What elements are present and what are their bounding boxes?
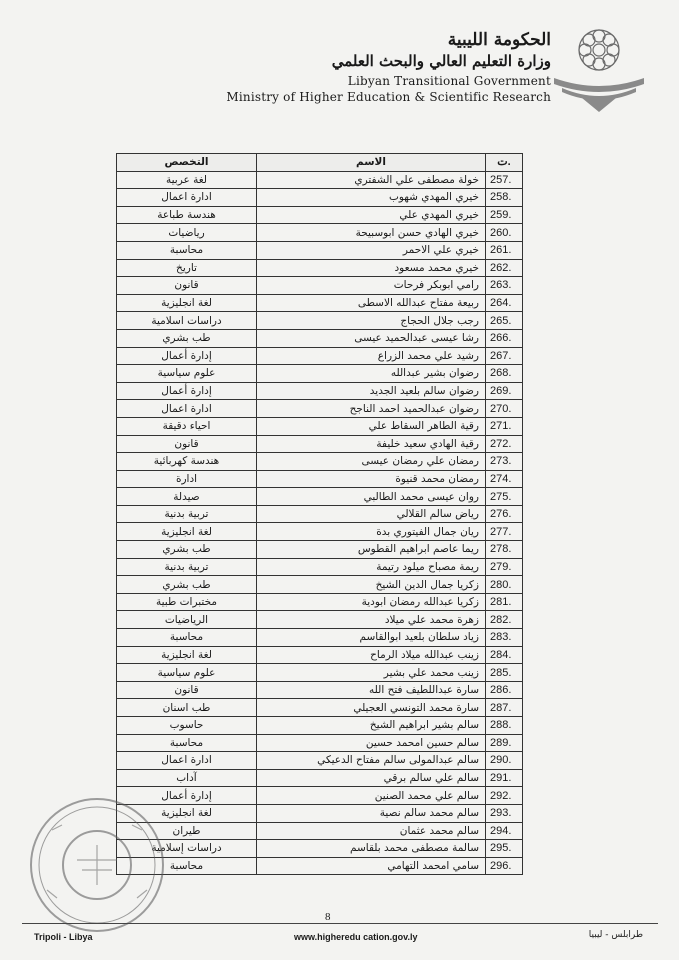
specialty-cell: ادارة اعمال xyxy=(117,189,257,207)
number-cell: 269. xyxy=(486,382,523,400)
specialty-cell: إدارة أعمال xyxy=(117,382,257,400)
name-cell: رقية الطاهر السقاط علي xyxy=(257,417,486,435)
table-row xyxy=(117,699,523,717)
number-cell: 275. xyxy=(486,488,523,506)
number-cell: 293. xyxy=(486,804,523,822)
number-cell: 296. xyxy=(486,857,523,875)
name-cell: زينب محمد علي بشير xyxy=(257,664,486,682)
number-cell: 267. xyxy=(486,347,523,365)
specialty-cell: لغة عربية xyxy=(117,171,257,189)
number-cell: 278. xyxy=(486,541,523,559)
name-cell: زياد سلطان بلعيد ابوالقاسم xyxy=(257,629,486,647)
table-row xyxy=(117,787,523,805)
number-cell: 287. xyxy=(486,699,523,717)
name-cell: رمضان علي رمضان عيسى xyxy=(257,453,486,471)
footer-city-arabic: طرابلس - ليبيا xyxy=(588,930,643,940)
number-cell: 266. xyxy=(486,329,523,347)
table-row xyxy=(117,488,523,506)
footer-city-english: Tripoli - Libya xyxy=(34,932,93,942)
number-cell: 271. xyxy=(486,417,523,435)
number-cell: 268. xyxy=(486,365,523,383)
table-row xyxy=(117,382,523,400)
name-cell: سالم علي سالم برقي xyxy=(257,769,486,787)
table-row xyxy=(117,681,523,699)
table-row xyxy=(117,593,523,611)
name-cell: رضوان عبدالحميد احمد الناجح xyxy=(257,400,486,418)
table-row xyxy=(117,822,523,840)
specialty-cell: محاسبة xyxy=(117,857,257,875)
number-cell: 286. xyxy=(486,681,523,699)
specialty-cell: قانون xyxy=(117,277,257,295)
name-cell: سامي امحمد التهامي xyxy=(257,857,486,875)
header-number: ت. xyxy=(486,154,523,172)
footer-divider xyxy=(22,923,658,924)
number-cell: 260. xyxy=(486,224,523,242)
name-cell: سالم حسين امحمد حسين xyxy=(257,734,486,752)
number-cell: 285. xyxy=(486,664,523,682)
number-cell: 292. xyxy=(486,787,523,805)
number-cell: 283. xyxy=(486,629,523,647)
table-row xyxy=(117,752,523,770)
specialty-cell: هندسة كهربائية xyxy=(117,453,257,471)
number-cell: 288. xyxy=(486,717,523,735)
table-header-row xyxy=(117,154,523,172)
name-cell: خيري محمد مسعود xyxy=(257,259,486,277)
number-cell: 282. xyxy=(486,611,523,629)
table-row xyxy=(117,664,523,682)
page-number: 8 xyxy=(325,911,331,923)
table-row xyxy=(117,294,523,312)
table-row xyxy=(117,646,523,664)
specialty-cell: علوم سياسية xyxy=(117,365,257,383)
name-cell: زكريا جمال الدين الشيخ xyxy=(257,576,486,594)
table-row xyxy=(117,523,523,541)
number-cell: 279. xyxy=(486,558,523,576)
specialty-cell: رياضيات xyxy=(117,224,257,242)
government-name-arabic: الحكومة الليبية xyxy=(447,30,551,50)
names-table xyxy=(116,153,523,875)
table-row xyxy=(117,505,523,523)
table-row xyxy=(117,224,523,242)
table-row xyxy=(117,576,523,594)
specialty-cell: ادارة xyxy=(117,470,257,488)
name-cell: زهرة محمد علي ميلاد xyxy=(257,611,486,629)
name-cell: خيري المهدي علي xyxy=(257,206,486,224)
government-name-english: Libyan Transitional Government xyxy=(347,74,551,88)
specialty-cell: صيدلة xyxy=(117,488,257,506)
specialty-cell: قانون xyxy=(117,435,257,453)
specialty-cell: طيران xyxy=(117,822,257,840)
footer-website: www.higheredu cation.gov.ly xyxy=(294,932,418,942)
number-cell: 257. xyxy=(486,171,523,189)
table-row xyxy=(117,417,523,435)
table-row xyxy=(117,804,523,822)
name-cell: ريما عاصم ابراهيم القطوس xyxy=(257,541,486,559)
specialty-cell: ادارة اعمال xyxy=(117,752,257,770)
number-cell: 259. xyxy=(486,206,523,224)
name-cell: رياض سالم القلالي xyxy=(257,505,486,523)
number-cell: 290. xyxy=(486,752,523,770)
name-cell: ربيعة مفتاح عبدالله الاسطى xyxy=(257,294,486,312)
specialty-cell: دراسات اسلامية xyxy=(117,312,257,330)
table-row xyxy=(117,857,523,875)
specialty-cell: الرياضيات xyxy=(117,611,257,629)
specialty-cell: إدارة أعمال xyxy=(117,787,257,805)
name-cell: خيري المهدي شهوب xyxy=(257,189,486,207)
name-cell: سالم علي محمد الصنين xyxy=(257,787,486,805)
specialty-cell: دراسات إسلامية xyxy=(117,840,257,858)
table-row xyxy=(117,769,523,787)
table-row xyxy=(117,312,523,330)
specialty-cell: لغة انجليزية xyxy=(117,646,257,664)
table-row xyxy=(117,453,523,471)
number-cell: 265. xyxy=(486,312,523,330)
table-row xyxy=(117,541,523,559)
number-cell: 261. xyxy=(486,241,523,259)
table-row xyxy=(117,717,523,735)
specialty-cell: لغة انجليزية xyxy=(117,804,257,822)
specialty-cell: إدارة أعمال xyxy=(117,347,257,365)
number-cell: 263. xyxy=(486,277,523,295)
name-cell: روان عيسى محمد الطالبي xyxy=(257,488,486,506)
table-row xyxy=(117,259,523,277)
number-cell: 284. xyxy=(486,646,523,664)
name-cell: سالم محمد عثمان xyxy=(257,822,486,840)
table-row xyxy=(117,629,523,647)
ministry-name-arabic: وزارة التعليم العالي والبحث العلمي xyxy=(331,52,551,70)
specialty-cell: احياء دقيقة xyxy=(117,417,257,435)
name-cell: سارة عبداللطيف فتح الله xyxy=(257,681,486,699)
table-row xyxy=(117,171,523,189)
number-cell: 281. xyxy=(486,593,523,611)
number-cell: 273. xyxy=(486,453,523,471)
name-cell: رقية الهادي سعيد خليفة xyxy=(257,435,486,453)
name-cell: رشا عيسى عبدالحميد عيسى xyxy=(257,329,486,347)
table-row xyxy=(117,329,523,347)
number-cell: 277. xyxy=(486,523,523,541)
number-cell: 272. xyxy=(486,435,523,453)
name-cell: ريان جمال الفيتوري بدة xyxy=(257,523,486,541)
specialty-cell: آداب xyxy=(117,769,257,787)
name-cell: ريمة مصباح ميلود رتيمة xyxy=(257,558,486,576)
name-cell: زكريا عبدالله رمضان ابودية xyxy=(257,593,486,611)
table-row xyxy=(117,206,523,224)
table-row xyxy=(117,435,523,453)
specialty-cell: قانون xyxy=(117,681,257,699)
specialty-cell: تربية بدنية xyxy=(117,558,257,576)
table-row xyxy=(117,347,523,365)
name-cell: سالمة مصطفى محمد بلقاسم xyxy=(257,840,486,858)
specialty-cell: لغة انجليزية xyxy=(117,523,257,541)
specialty-cell: محاسبة xyxy=(117,734,257,752)
name-cell: خولة مصطفى علي الشفتري xyxy=(257,171,486,189)
number-cell: 262. xyxy=(486,259,523,277)
number-cell: 264. xyxy=(486,294,523,312)
specialty-cell: ادارة اعمال xyxy=(117,400,257,418)
name-cell: رضوان بشير عبدالله xyxy=(257,365,486,383)
name-cell: رمضان محمد قنيوة xyxy=(257,470,486,488)
specialty-cell: تاريخ xyxy=(117,259,257,277)
specialty-cell: محاسبة xyxy=(117,241,257,259)
table-row xyxy=(117,611,523,629)
specialty-cell: طب بشري xyxy=(117,329,257,347)
name-cell: خيري الهادي حسن ابوسبيحة xyxy=(257,224,486,242)
name-cell: رجب جلال الحجاج xyxy=(257,312,486,330)
header-name: الاسم xyxy=(257,154,486,172)
name-cell: خيري علي الاحمر xyxy=(257,241,486,259)
table-row xyxy=(117,241,523,259)
table-row xyxy=(117,734,523,752)
specialty-cell: مختبرات طبية xyxy=(117,593,257,611)
number-cell: 258. xyxy=(486,189,523,207)
specialty-cell: حاسوب xyxy=(117,717,257,735)
number-cell: 274. xyxy=(486,470,523,488)
number-cell: 276. xyxy=(486,505,523,523)
number-cell: 291. xyxy=(486,769,523,787)
specialty-cell: لغة انجليزية xyxy=(117,294,257,312)
number-cell: 295. xyxy=(486,840,523,858)
table-row xyxy=(117,840,523,858)
number-cell: 270. xyxy=(486,400,523,418)
number-cell: 294. xyxy=(486,822,523,840)
name-cell: سالم عبدالمولى سالم مفتاح الدعيكي xyxy=(257,752,486,770)
specialty-cell: علوم سياسية xyxy=(117,664,257,682)
ministry-name-english: Ministry of Higher Education & Scientific Research xyxy=(226,90,551,104)
specialty-cell: تربية بدنية xyxy=(117,505,257,523)
table-row xyxy=(117,558,523,576)
table-row xyxy=(117,400,523,418)
number-cell: 280. xyxy=(486,576,523,594)
table-row xyxy=(117,189,523,207)
name-cell: سارة محمد التونسي العجيلي xyxy=(257,699,486,717)
ministry-emblem-icon xyxy=(552,22,647,114)
header-specialty: التخصص xyxy=(117,154,257,172)
table-row xyxy=(117,365,523,383)
specialty-cell: طب اسنان xyxy=(117,699,257,717)
number-cell: 289. xyxy=(486,734,523,752)
specialty-cell: طب بشري xyxy=(117,576,257,594)
name-cell: سالم بشير ابراهيم الشيخ xyxy=(257,717,486,735)
name-cell: سالم محمد سالم نصية xyxy=(257,804,486,822)
official-seal-stamp-icon xyxy=(22,790,172,940)
table-row xyxy=(117,277,523,295)
specialty-cell: طب بشري xyxy=(117,541,257,559)
table-row xyxy=(117,470,523,488)
name-cell: رضوان سالم بلعيد الجديد xyxy=(257,382,486,400)
name-cell: رامي ابوبكر فرحات xyxy=(257,277,486,295)
specialty-cell: هندسة طباعة xyxy=(117,206,257,224)
table-body xyxy=(117,171,523,875)
name-cell: رشيد علي محمد الزراع xyxy=(257,347,486,365)
name-cell: زينب عبدالله ميلاد الرماح xyxy=(257,646,486,664)
specialty-cell: محاسبة xyxy=(117,629,257,647)
